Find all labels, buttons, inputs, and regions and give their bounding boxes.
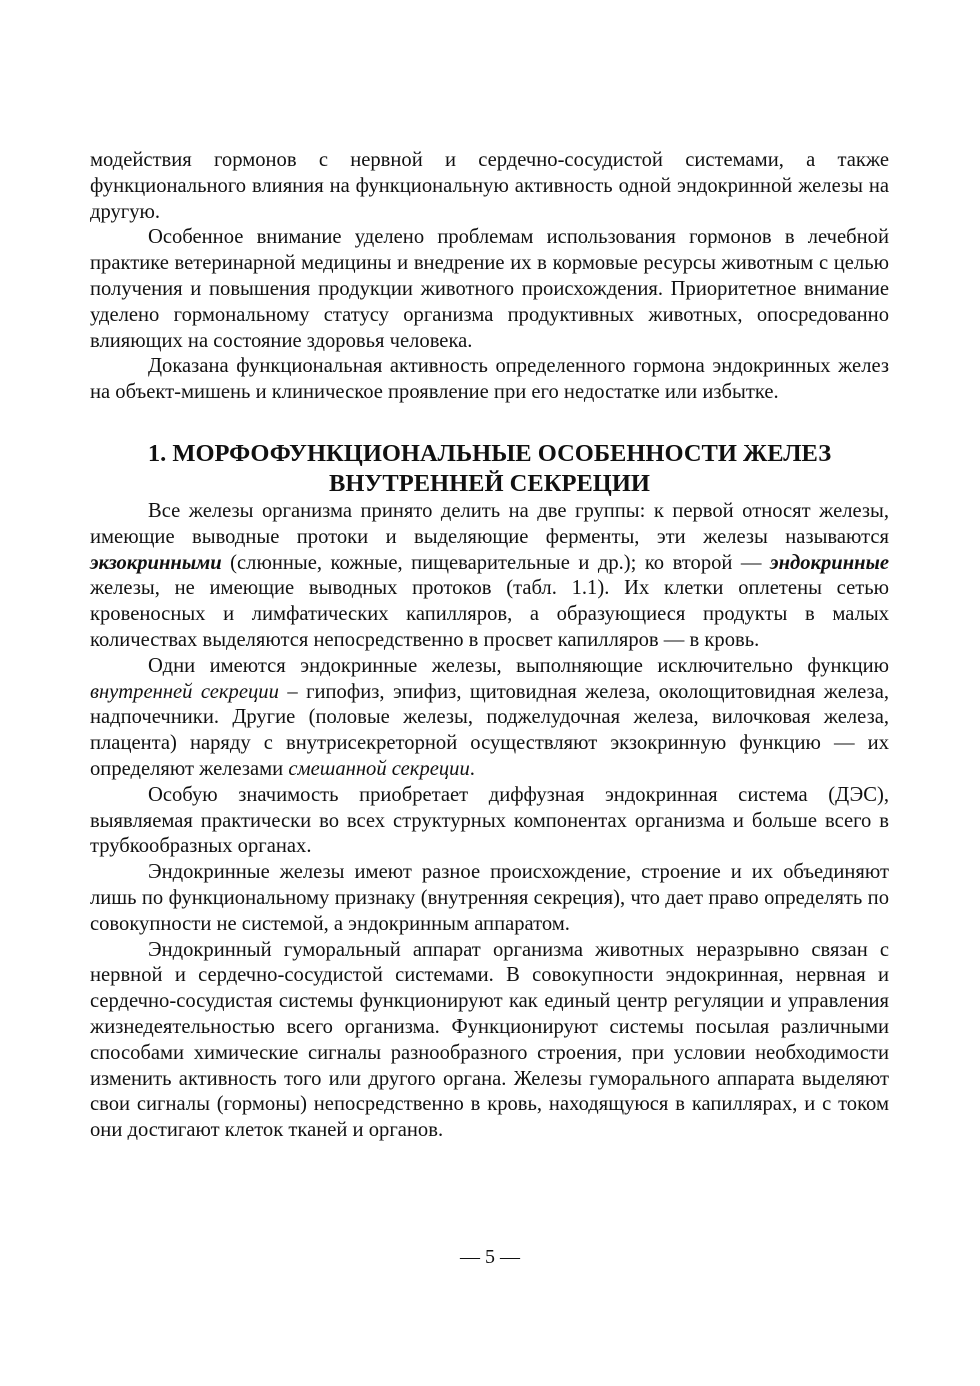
paragraph-text: Одни имеются эндокринные железы, выполняющие исключительно функцию: [148, 654, 889, 677]
intro-paragraph-1: модействия гормонов с нервной и сердечно-сосудистой системами, а также функционального влияния на функциональную активность одной эндокринной железы на другую.: [90, 149, 889, 223]
page-content: [90, 148, 889, 1144]
term-internal-secretion: внутренней секреции: [90, 680, 279, 703]
term-exocrine: экзокринными: [90, 551, 222, 574]
page-number: — 5 —: [460, 1246, 520, 1268]
paragraph-text: железы, не имеющие выводных протоков (табл. 1.1). Их клетки оплетены сетью кровеносных и лимфатических капилляров, а образующиеся продукты в малых количествах выделяются непосредственно в просвет капилляров — в кровь.: [90, 577, 889, 651]
term-mixed-secretion: смешанной секреции: [288, 757, 470, 780]
section-paragraph-2: [90, 654, 889, 783]
paragraph-text: .: [469, 757, 475, 780]
paragraph-text: – гипофиз, эпифиз, щитовидная железа, околощитовидная железа, надпочечники. Другие (половые железы, поджелудочная железа, вилочковая железа, плацента) наряду с внутрисекреторной осуществляют экзокринную функцию — их определяют железами: [90, 680, 889, 780]
intro-paragraph-2: Особенное внимание уделено проблемам использования гормонов в лечебной практике ветеринарной медицины и внедрение их в кормовые ресурсы животным с целью получения и повышения продукции животного происхождения. Приоритетное внимание уделено гормональному статусу организма продуктивных животных, опосредованно влияющих на состояние здоровья человека.: [90, 226, 889, 352]
section-paragraph-5: Эндокринный гуморальный аппарат организма животных неразрывно связан с нервной и сердечно-сосудистой системами. В совокупности эндокринная, нервная и сердечно-сосудистая системы функционируют как единый центр регуляции и управления жизнедеятельностью всего организма. Функционируют системы посылая различными способами химические сигналы разнообразного строения, при условии необходимости изменить активность того или другого органа. Железы гуморального аппарата выделяют свои сигналы (гормоны) непосредственно в кровь, находящуюся в капиллярах, и с током они достигают клеток тканей и органов.: [90, 938, 889, 1142]
term-endocrine: эндокринные: [770, 551, 889, 574]
intro-paragraph-3: Доказана функциональная активность определенного гормона эндокринных желез на объект-мишень и клиническое проявление при его недостатке или избытке.: [90, 355, 889, 404]
section-paragraph-1: [90, 499, 889, 654]
paragraph-text: Все железы организма принято делить на две группы: к первой относят железы, имеющие выводные протоки и выделяющие ферменты, эти железы называются: [90, 499, 889, 548]
section-paragraph-4: Эндокринные железы имеют разное происхождение, строение и их объединяют лишь по функциональному признаку (внутренняя секреция), что дает право определять по совокупности не системой, а эндокринным аппаратом.: [90, 861, 889, 935]
section-heading-line-2: ВНУТРЕННЕЙ СЕКРЕЦИИ: [329, 469, 650, 497]
paragraph-text: (слюнные, кожные, пищеварительные и др.); ко второй —: [221, 551, 771, 574]
section-heading-line-1: 1. МОРФОФУНКЦИОНАЛЬНЫЕ ОСОБЕННОСТИ ЖЕЛЕЗ: [147, 439, 832, 467]
section-paragraph-3: Особую значимость приобретает диффузная эндокринная система (ДЭС), выявляемая практически во всех структурных компонентах организма и больше всего в трубкообразных органах.: [90, 783, 889, 858]
section-heading: [90, 439, 889, 499]
